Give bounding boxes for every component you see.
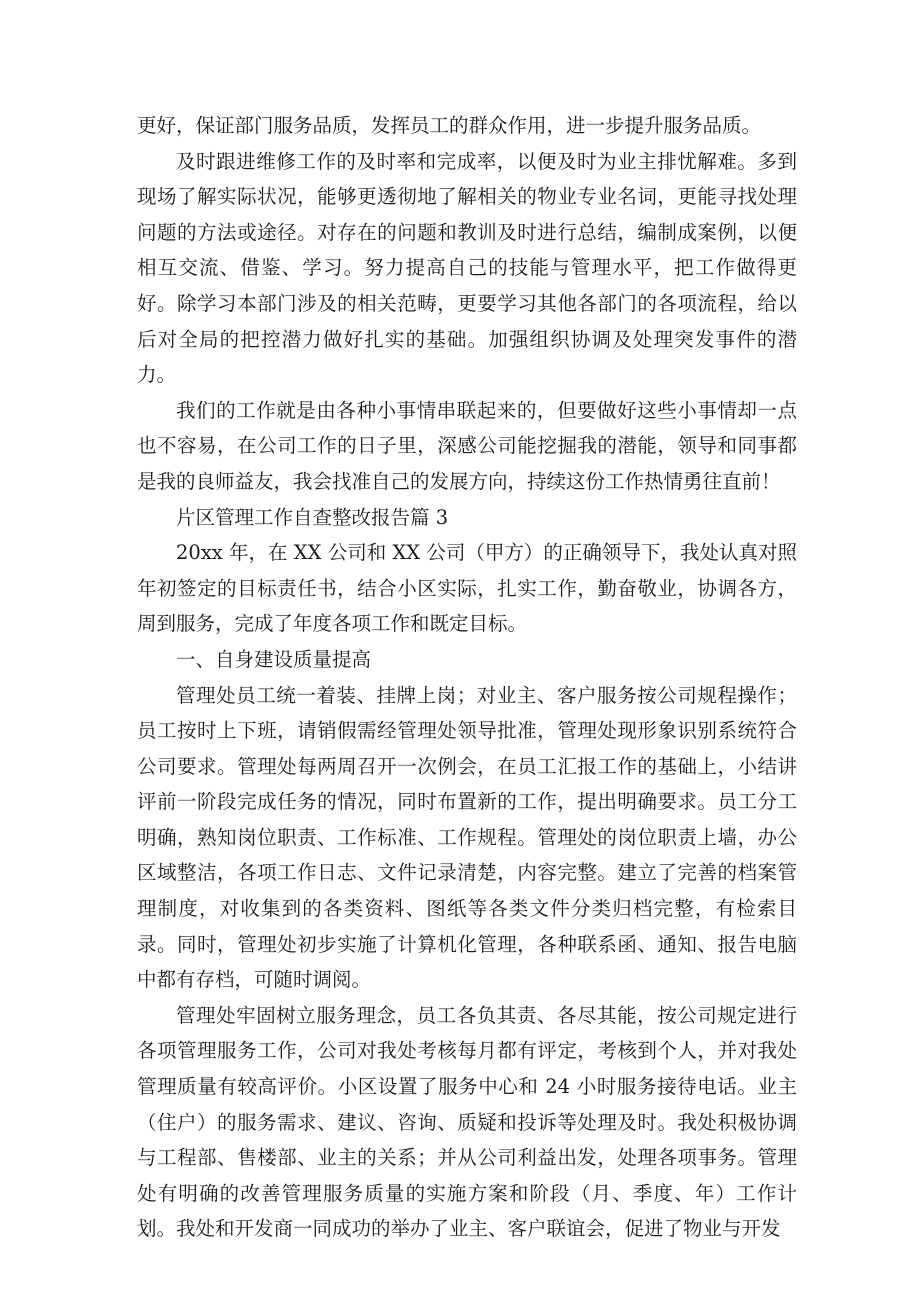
paragraph-continuation: 更好，保证部门服务品质，发挥员工的群众作用，进一步提升服务品质。 — [137, 114, 762, 137]
document-body — [137, 108, 797, 1247]
paragraph-repair-followup: 及时跟进维修工作的及时率和完成率，以便及时为业主排忧解难。多到现场了解实际状况，能够更透彻地了解相关的物业专业名词，更能寻找处理问题的方法或途径。对存在的问题和教训及时进行总结，编制成案例，以便相互交流、借鉴、学习。努力提高自己的技能与管理水平，把工作做得更好。除学习本部门涉及的相关范畴，更要学习其他各部门的各项流程，给以后对全局的把控潜力做好扎实的基础。加强组织协调及处理突发事件的潜力。 — [137, 149, 797, 387]
paragraph-staff-management: 管理处员工统一着装、挂牌上岗；对业主、客户服务按公司规程操作；员工按时上下班，请销假需经管理处领导批准，管理处现形象识别系统符合公司要求。管理处每两周召开一次例会，在员工汇报工作的基础上，小结讲评前一阶段完成任务的情况，同时布置新的工作，提出明确要求。员工分工明确，熟知岗位职责、工作标准、工作规程。管理处的岗位职责上墙，办公区域整洁，各项工作日志、文件记录清楚，内容完整。建立了完善的档案管理制度，对收集到的各类资料、图纸等各类文件分类归档完整，有检索目录。同时，管理处初步实施了计算机化管理，各种联系函、通知、报告电脑中都有存档，可随时调阅。 — [137, 683, 797, 992]
paragraph-small-things: 我们的工作就是由各种小事情串联起来的，但要做好这些小事情却一点也不容易，在公司工作的日子里，深感公司能挖掘我的潜能，领导和同事都是我的良师益友，我会找准自己的发展方向，持续这份工作热情勇往直前！ — [137, 398, 797, 493]
paragraph-annual-intro: 20xx 年，在 XX 公司和 XX 公司（甲方）的正确领导下，我处认真对照年初签定的目标责任书，结合小区实际，扎实工作，勤奋敬业，协调各方，周到服务，完成了年度各项工作和既定目标。 — [137, 541, 797, 636]
paragraph-service-philosophy: 管理处牢固树立服务理念，员工各负其责、各尽其能，按公司规定进行各项管理服务工作，公司对我处考核每月都有评定，考核到个人，并对我处管理质量有较高评价。小区设置了服务中心和 24 小时服务接待电话。业主（住户）的服务需求、建议、咨询、质疑和投诉等处理及时。我处积极协调与工程部、售楼部、业主的关系；并从公司利益出发，处理各项事务。管理处有明确的改善管理服务质量的实施方案和阶段（月、季度、年）工作计划。我处和开发商一同成功的举办了业主、客户联谊会，促进了物业与开发 — [137, 1003, 797, 1241]
subheading-self-construction: 一、自身建设质量提高 — [176, 647, 372, 671]
section-title-report-3: 片区管理工作自查整改报告篇 3 — [176, 505, 449, 529]
